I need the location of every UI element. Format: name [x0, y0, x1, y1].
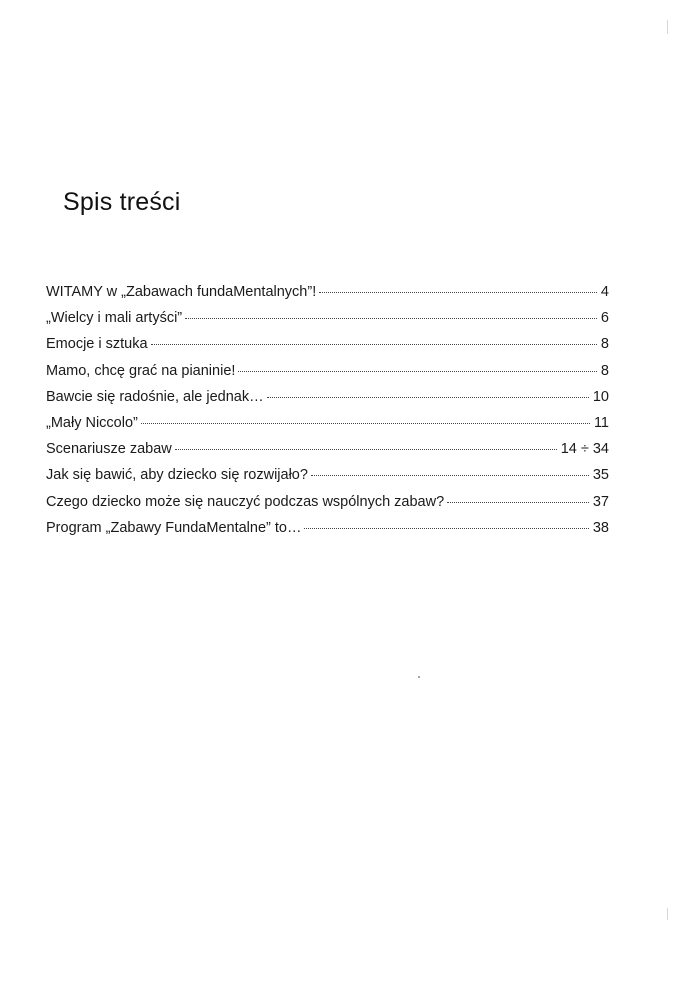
toc-entry-label: WITAMY w „Zabawach fundaMentalnych”!	[46, 284, 317, 300]
toc-entry-label: Bawcie się radośnie, ale jednak…	[46, 388, 264, 405]
toc-entry-label: Scenariusze zabaw	[46, 441, 172, 458]
toc-leader-dots	[267, 397, 589, 398]
toc-leader-dots	[319, 292, 597, 293]
toc-entry-label: Program „Zabawy FundaMentalne” to…	[46, 519, 302, 536]
toc-entry	[46, 389, 609, 415]
toc-leader-dots	[141, 423, 590, 424]
page-title: Spis treści	[63, 188, 181, 216]
toc-entry-label: Emocje i sztuka	[46, 336, 148, 353]
toc-entry-label: Mamo, chcę grać na pianinie!	[46, 362, 236, 379]
scan-speck	[418, 676, 420, 678]
toc-entry-page: 11	[593, 414, 609, 431]
toc-entry-page: 35	[592, 467, 609, 484]
toc-entry-label: Jak się bawić, aby dziecko się rozwijało?	[46, 467, 308, 484]
toc-entry	[46, 467, 609, 493]
toc-entry-label: „Wielcy i mali artyści”	[46, 310, 183, 327]
toc-entry-page: 38	[592, 519, 609, 536]
toc-leader-dots	[304, 528, 588, 529]
toc-entry	[46, 363, 609, 389]
scan-edge-mark	[667, 908, 668, 920]
toc-leader-dots	[447, 502, 589, 503]
toc-entry	[46, 284, 609, 310]
toc-entry-label: Czego dziecko może się nauczyć podczas wspólnych zabaw?	[46, 493, 445, 510]
table-of-contents	[46, 284, 609, 546]
toc-entry	[46, 415, 609, 441]
toc-leader-dots	[311, 475, 589, 476]
toc-entry	[46, 310, 609, 336]
scan-edge-mark	[667, 20, 668, 34]
toc-entry	[46, 336, 609, 362]
toc-entry	[46, 441, 609, 467]
toc-leader-dots	[185, 318, 597, 319]
toc-entry	[46, 520, 609, 546]
toc-entry-page: 8	[600, 336, 609, 353]
toc-entry-label: „Mały Niccolo”	[46, 414, 138, 431]
toc-leader-dots	[151, 344, 597, 345]
toc-entry-page: 8	[600, 362, 609, 379]
toc-leader-dots	[175, 449, 557, 450]
toc-entry-page: 37	[592, 493, 609, 510]
toc-entry-page: 4	[600, 284, 609, 300]
toc-entry	[46, 494, 609, 520]
toc-entry-page: 10	[592, 388, 609, 405]
toc-leader-dots	[238, 371, 597, 372]
toc-entry-page: 6	[600, 310, 609, 327]
toc-entry-page: 14 ÷ 34	[560, 441, 609, 458]
